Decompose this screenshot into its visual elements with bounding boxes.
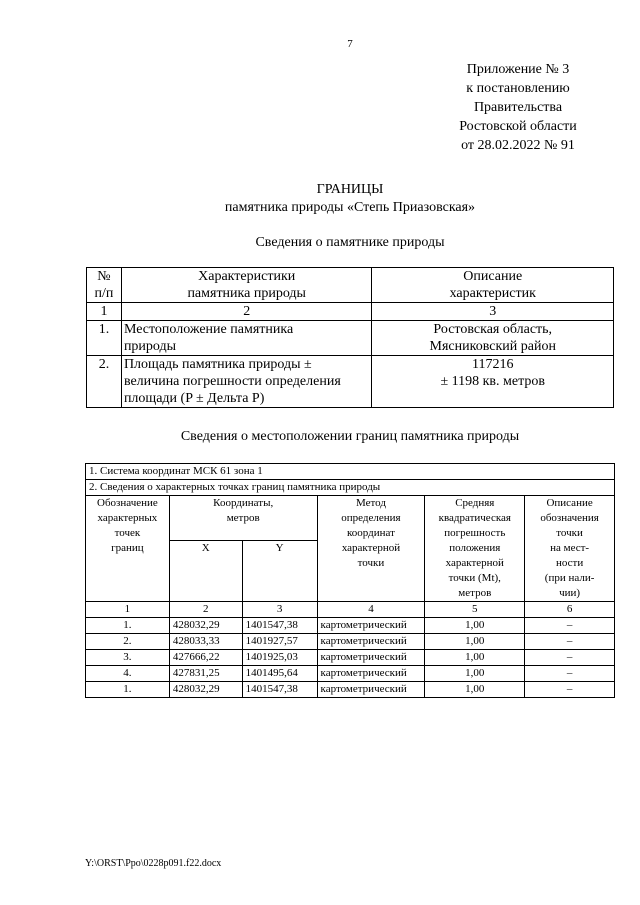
appendix-line: к постановлению	[466, 81, 570, 96]
point-id: 3.	[86, 650, 170, 666]
table-row	[86, 650, 615, 666]
method: картометрический	[317, 618, 425, 634]
error: 1,00	[425, 666, 525, 682]
table-row	[87, 321, 614, 356]
table-row	[86, 634, 615, 650]
header-point-description: Описание обозначения точки на мест- ности (при нали- чии)	[525, 496, 615, 602]
coord-x: 428032,29	[169, 682, 242, 698]
title-sub: памятника природы «Степь Приазовская»	[224, 200, 476, 215]
header-point: Обозначение характерных точек границ	[86, 496, 170, 602]
method: картометрический	[317, 650, 425, 666]
col-number: 3	[372, 303, 614, 321]
column-number-row	[87, 303, 614, 321]
coord-x: 428033,33	[169, 634, 242, 650]
coord-x: 428032,29	[169, 618, 242, 634]
nature-monument-table	[86, 267, 614, 408]
col-number: 1	[86, 602, 170, 618]
coord-y: 1401925,03	[242, 650, 317, 666]
method: картометрический	[317, 634, 425, 650]
table-row	[87, 356, 614, 408]
document-title	[0, 181, 640, 217]
error: 1,00	[425, 618, 525, 634]
col-number: 3	[242, 602, 317, 618]
coordinate-system-row	[86, 464, 615, 480]
point-id: 2.	[86, 634, 170, 650]
column-number-row	[86, 602, 615, 618]
boundary-points-table	[85, 463, 615, 698]
info-row	[86, 480, 615, 496]
method: картометрический	[317, 666, 425, 682]
col-number: 4	[317, 602, 425, 618]
point-id: 4.	[86, 666, 170, 682]
section1-heading: Сведения о памятнике природы	[255, 235, 445, 250]
row-description: 117216 ± 1198 кв. метров	[372, 356, 614, 408]
table-row	[86, 682, 615, 698]
error: 1,00	[425, 634, 525, 650]
boundary-info: 2. Сведения о характерных точках границ памятника природы	[86, 480, 615, 496]
error: 1,00	[425, 650, 525, 666]
row-num: 1.	[87, 321, 122, 356]
header-error: Средняя квадратическая погрешность положения характерной точки (Mt), метров	[425, 496, 525, 602]
header-y: Y	[242, 541, 317, 602]
coord-y: 1401495,64	[242, 666, 317, 682]
point-description: –	[525, 618, 615, 634]
col-number: 5	[425, 602, 525, 618]
appendix-line: Приложение № 3	[466, 62, 570, 77]
point-id: 1.	[86, 682, 170, 698]
title-main: ГРАНИЦЫ	[316, 182, 384, 197]
coord-x: 427666,22	[169, 650, 242, 666]
point-description: –	[525, 682, 615, 698]
col-number: 6	[525, 602, 615, 618]
appendix-line: Ростовской области	[459, 119, 577, 134]
appendix-line: от 28.02.2022 № 91	[461, 138, 575, 153]
point-description: –	[525, 634, 615, 650]
header-characteristic: Характеристики памятника природы	[121, 268, 372, 303]
page-number: 7	[347, 38, 353, 50]
point-description: –	[525, 666, 615, 682]
coord-y: 1401547,38	[242, 618, 317, 634]
method: картометрический	[317, 682, 425, 698]
coord-y: 1401547,38	[242, 682, 317, 698]
section2-heading: Сведения о местоположении границ памятника природы	[180, 429, 520, 444]
row-description: Ростовская область, Мясниковский район	[372, 321, 614, 356]
header-method: Метод определения координат характерной точки	[317, 496, 425, 602]
appendix-line: Правительства	[473, 100, 563, 115]
point-id: 1.	[86, 618, 170, 634]
coord-x: 427831,25	[169, 666, 242, 682]
error: 1,00	[425, 682, 525, 698]
header-num: № п/п	[87, 268, 122, 303]
row-num: 2.	[87, 356, 122, 408]
table-header-row	[87, 268, 614, 303]
file-path-footer: Y:\ORST\Ppo\0228p091.f22.docx	[85, 858, 222, 869]
row-characteristic: Местоположение памятника природы	[121, 321, 372, 356]
row-characteristic: Площадь памятника природы ± величина погрешности определения площади (P ± Дельта P)	[121, 356, 372, 408]
header-coordinates: Координаты, метров	[169, 496, 317, 541]
col-number: 1	[87, 303, 122, 321]
coordinate-system: 1. Система координат МСК 61 зона 1	[86, 464, 615, 480]
table-header-row	[86, 496, 615, 541]
point-description: –	[525, 650, 615, 666]
table-row	[86, 618, 615, 634]
col-number: 2	[121, 303, 372, 321]
table-row	[86, 666, 615, 682]
appendix-block	[448, 60, 588, 155]
coord-y: 1401927,57	[242, 634, 317, 650]
col-number: 2	[169, 602, 242, 618]
header-x: X	[169, 541, 242, 602]
header-description: Описание характеристик	[372, 268, 614, 303]
